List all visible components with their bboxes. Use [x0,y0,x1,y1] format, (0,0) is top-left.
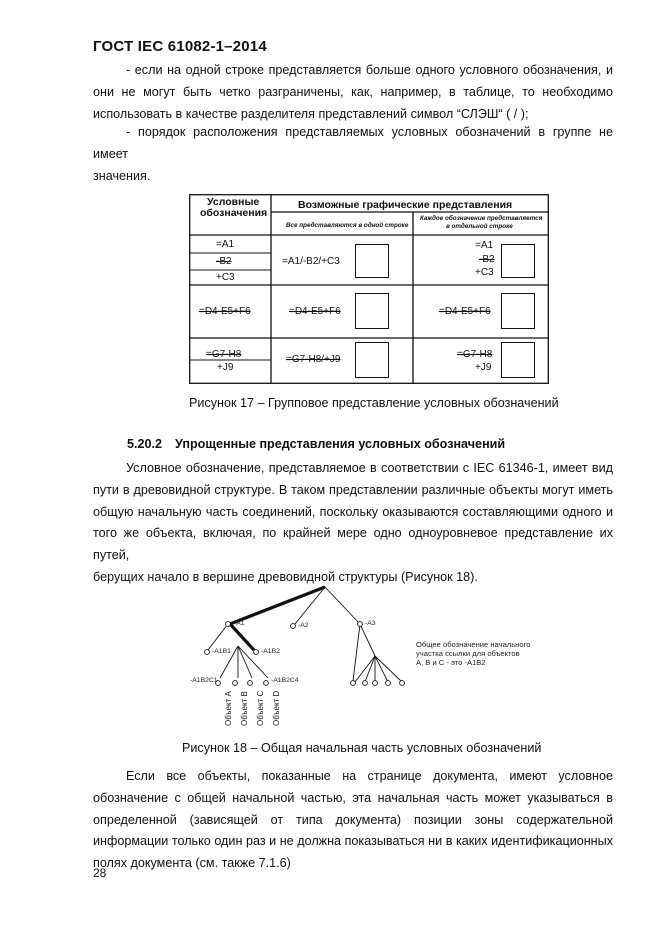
r1c1-b2: -B2 [216,256,232,267]
text-line: того же объекта, включая, по крайней мере одно одноуровневое представление их путей, [93,526,613,563]
col23-header: Возможные графические представления [298,199,513,211]
text-line: Условное обозначение, представляемое в соответствии с IEC 61346-1, имеет вид [126,461,613,475]
node-a1: -A1 [234,620,245,627]
figure-18-tree [190,580,550,740]
object-d-label: Объект D [272,690,281,726]
r2c3-text: =D4-E5+F6 [439,306,491,317]
paragraph-2 [93,122,613,187]
text-line: берущих начало в вершине древовидной структуры (Рисунок 18). [93,569,478,584]
r3c1-g7h8: =G7-H8 [206,349,242,360]
text-line: - если на одной строке представляется больше одного условного обозначения, и [126,63,613,77]
section-title: Упрощенные представления условных обозначений [175,437,506,451]
object-a-label: Объект А [224,691,233,726]
r2c1-text: =D4-E5+F6 [199,306,251,317]
r1c1-c3: +C3 [216,272,235,283]
r1c3-b2: -B2 [479,254,495,265]
text-line: общую начальную часть соединений, поскольку оказываются составляющими одного и [93,504,613,519]
col2-subheader: Все представляются в одной строке [286,222,409,229]
text-line: они не могут быть четко разграничены, как, например, в таблице, то необходимо [93,84,613,99]
symbol-box [501,293,535,329]
r1c2-text: =A1/-B2/+C3 [282,256,340,267]
note-line3: А, В и С - это -A1B2 [416,658,486,667]
object-c-label: Объект С [256,690,265,726]
note-line1: Общее обозначение начального [416,640,531,649]
node-a1b2c1: -A1B2C1 [190,677,218,684]
col3-subheader-line1: Каждое обозначение представляется [420,215,543,222]
document-header: ГОСТ IEC 61082-1–2014 [93,38,267,55]
figure-17-table [189,194,549,384]
col1-header-line2: обозначения [200,207,268,219]
node-a2: -A2 [298,622,309,629]
text-line: полях документа (см. также 7.1.6) [93,856,291,871]
paragraph-3 [93,458,613,589]
text-line: - порядок расположения представляемых условных обозначений в группе не имеет [93,125,613,161]
note-line2: участка ссылки для объектов [416,649,520,658]
section-number: 5.20.2 [127,437,163,451]
col1-header-line1: Условные [207,196,260,208]
figure-17-caption: Рисунок 17 – Групповое представление условных обозначений [189,396,559,410]
r1c1-a1: =A1 [216,239,235,250]
r1c3-c3: +C3 [475,267,494,278]
r3c1-j9: +J9 [217,362,234,373]
r2c2-text: =D4-E5+F6 [289,306,341,317]
r1c3-a1: =A1 [475,240,494,251]
text-line: обозначение с общей начальной частью, эта начальная часть может указываться в [93,790,613,805]
object-b-label: Объект В [240,691,249,726]
text-line: пути в древовидной структуре. В таком представлении различные объекты могут иметь [93,482,613,497]
node-a1b1: -A1B1 [212,648,231,655]
paragraph-1 [93,60,613,125]
text-line: использовать в качестве разделителя представлений символ “СЛЭШ“ ( / ); [93,106,529,121]
symbol-box [355,293,389,329]
node-a1b2: -A1B2 [261,648,280,655]
r3c3-j9: +J9 [475,362,492,373]
paragraph-4 [93,766,613,875]
r3c2-text: =G7-H8/+J9 [286,354,341,365]
text-line: Если все объекты, показанные на странице документа, имеют условное [126,769,613,783]
symbol-box [501,342,535,378]
col3-subheader-line2: в отдельной строке [446,223,513,230]
node-a1b2c4: -A1B2C4 [271,677,299,684]
symbol-box [355,342,389,378]
text-line: информации только один раз и не должна показываться ни в каких идентификационных [93,834,613,849]
r3c3-g7h8: =G7-H8 [457,349,493,360]
page-number: 28 [93,866,107,880]
figure-18-caption: Рисунок 18 – Общая начальная часть условных обозначений [182,741,542,755]
text-line: определенной (зависящей от типа документа) позиции зоны содержательной [93,812,613,827]
symbol-box [501,244,535,278]
section-heading [127,437,505,451]
symbol-box [355,244,389,278]
text-line: значения. [93,168,151,183]
node-a3: -A3 [365,620,376,627]
